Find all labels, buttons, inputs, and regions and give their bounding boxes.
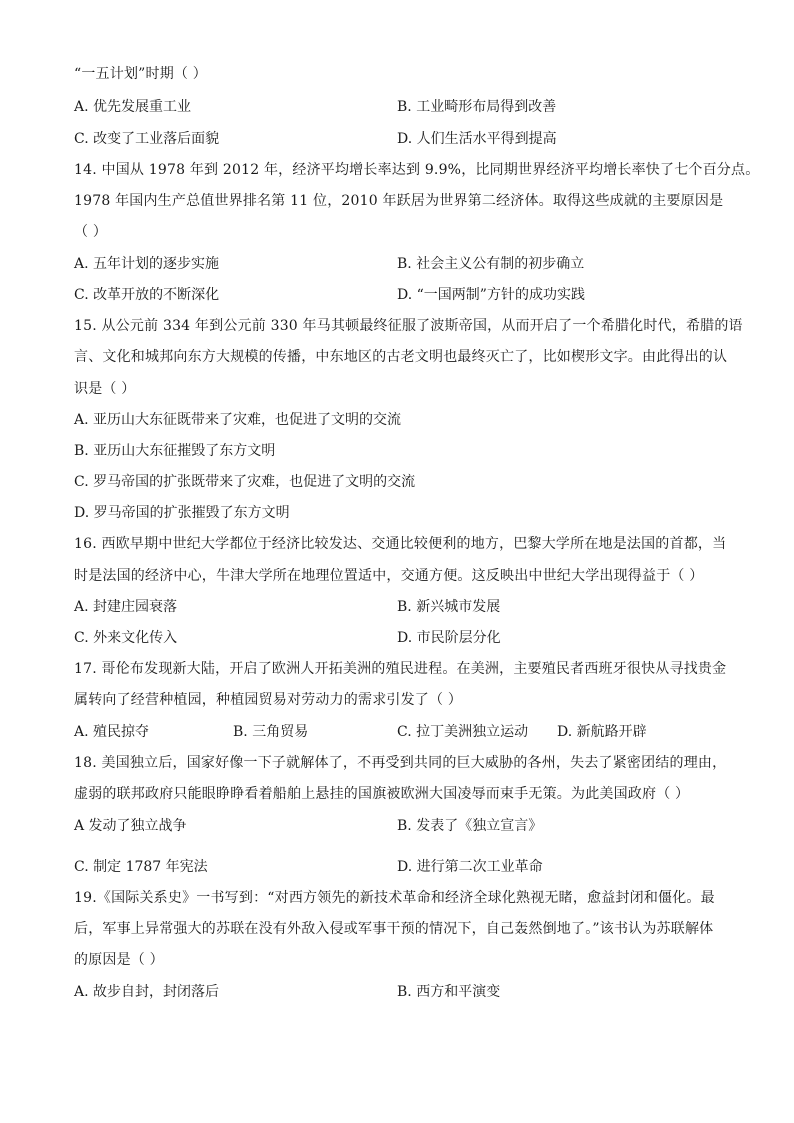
q16-option-b: B. 新兴城市发展	[397, 599, 501, 615]
q17-option-c: C. 拉丁美洲独立运动	[397, 724, 529, 740]
q14-stem-line-3: （ ）	[74, 224, 108, 240]
q14-option-c: C. 改革开放的不断深化	[74, 287, 220, 303]
q15-option-b: B. 亚历山大东征摧毁了东方文明	[74, 443, 276, 459]
q17-stem-line-2: 属转向了经营种植园，种植园贸易对劳动力的需求引发了（ ）	[74, 692, 463, 708]
q15-stem-line-2: 言、文化和城邦向东方大规模的传播，中东地区的古老文明也最终灭亡了，比如楔形文字。由此得出的认	[74, 349, 728, 365]
q16-option-a: A. 封建庄园衰落	[74, 599, 178, 615]
q15-option-c: C. 罗马帝国的扩张既带来了灾难，也促进了文明的交流	[74, 474, 416, 490]
q17-stem-line-1: 17. 哥伦布发现新大陆，开启了欧洲人开拓美洲的殖民进程。在美洲，主要殖民者西班牙很快从寻找贵金	[74, 661, 727, 677]
q14-stem-line-1: 14. 中国从 1978 年到 2012 年，经济平均增长率达到 9.9%，比同期世界经济平均增长率快了七个百分点。	[74, 162, 760, 178]
q15-option-d: D. 罗马帝国的扩张摧毁了东方文明	[74, 505, 290, 521]
q14-stem-line-2: 1978 年国内生产总值世界排名第 11 位，2010 年跃居为世界第二经济体。取得这些成就的主要原因是	[74, 193, 724, 209]
q19-stem-line-1: 19.《国际关系史》一书写到：“对西方领先的新技术革命和经济全球化熟视无睹，愈益封闭和僵化。最	[74, 890, 715, 906]
q18-stem-line-1: 18. 美国独立后，国家好像一下子就解体了，不再受到共同的巨大威胁的各州，失去了紧密团结的理由，	[74, 755, 727, 771]
q18-option-a: A 发动了独立战争	[74, 818, 187, 834]
q16-option-c: C. 外来文化传入	[74, 630, 178, 646]
q16-option-d: D. 市民阶层分化	[397, 630, 501, 646]
q15-stem-line-1: 15. 从公元前 334 年到公元前 330 年马其顿最终征服了波斯帝国，从而开启了一个希腊化时代，希腊的语	[74, 318, 743, 334]
q18-stem-line-2: 虚弱的联邦政府只能眼睁睁看着船舶上悬挂的国旗被欧洲大国凌辱而束手无策。为此美国政府（ ）	[74, 786, 690, 802]
q15-option-a: A. 亚历山大东征既带来了灾难，也促进了文明的交流	[74, 412, 402, 428]
q14-option-d: D. “一国两制”方针的成功实践	[397, 287, 585, 303]
q13-option-d: D. 人们生活水平得到提高	[397, 131, 557, 147]
q15-stem-line-3: 识是（ ）	[74, 381, 136, 397]
q14-option-b: B. 社会主义公有制的初步确立	[397, 256, 585, 272]
q13-option-a: A. 优先发展重工业	[74, 99, 192, 115]
q18-option-c: C. 制定 1787 年宪法	[74, 859, 208, 875]
q17-option-a: A. 殖民掠夺	[74, 724, 150, 740]
q13-option-b: B. 工业畸形布局得到改善	[397, 99, 557, 115]
q17-option-d: D. 新航路开辟	[557, 724, 647, 740]
q13-stem: “一五计划”时期（ ）	[74, 66, 207, 82]
q19-option-a: A. 故步自封，封闭落后	[74, 984, 220, 1000]
q13-option-c: C. 改变了工业落后面貌	[74, 131, 220, 147]
q17-option-b: B. 三角贸易	[233, 724, 309, 740]
q14-option-a: A. 五年计划的逐步实施	[74, 256, 220, 272]
q18-option-b: B. 发表了《独立宣言》	[397, 818, 543, 834]
q16-stem-line-1: 16. 西欧早期中世纪大学都位于经济比较发达、交通比较便利的地方，巴黎大学所在地是法国的首都，当	[74, 536, 727, 552]
q19-stem-line-2: 后，军事上异常强大的苏联在没有外敌入侵或军事干预的情况下，自己轰然倒地了。”该书认为苏联解体	[74, 921, 714, 937]
q19-option-b: B. 西方和平演变	[397, 984, 501, 1000]
q18-option-d: D. 进行第二次工业革命	[397, 859, 543, 875]
q19-stem-line-3: 的原因是（ ）	[74, 952, 164, 968]
q16-stem-line-2: 时是法国的经济中心，牛津大学所在地理位置适中，交通方便。这反映出中世纪大学出现得益于（ ）	[74, 568, 704, 584]
